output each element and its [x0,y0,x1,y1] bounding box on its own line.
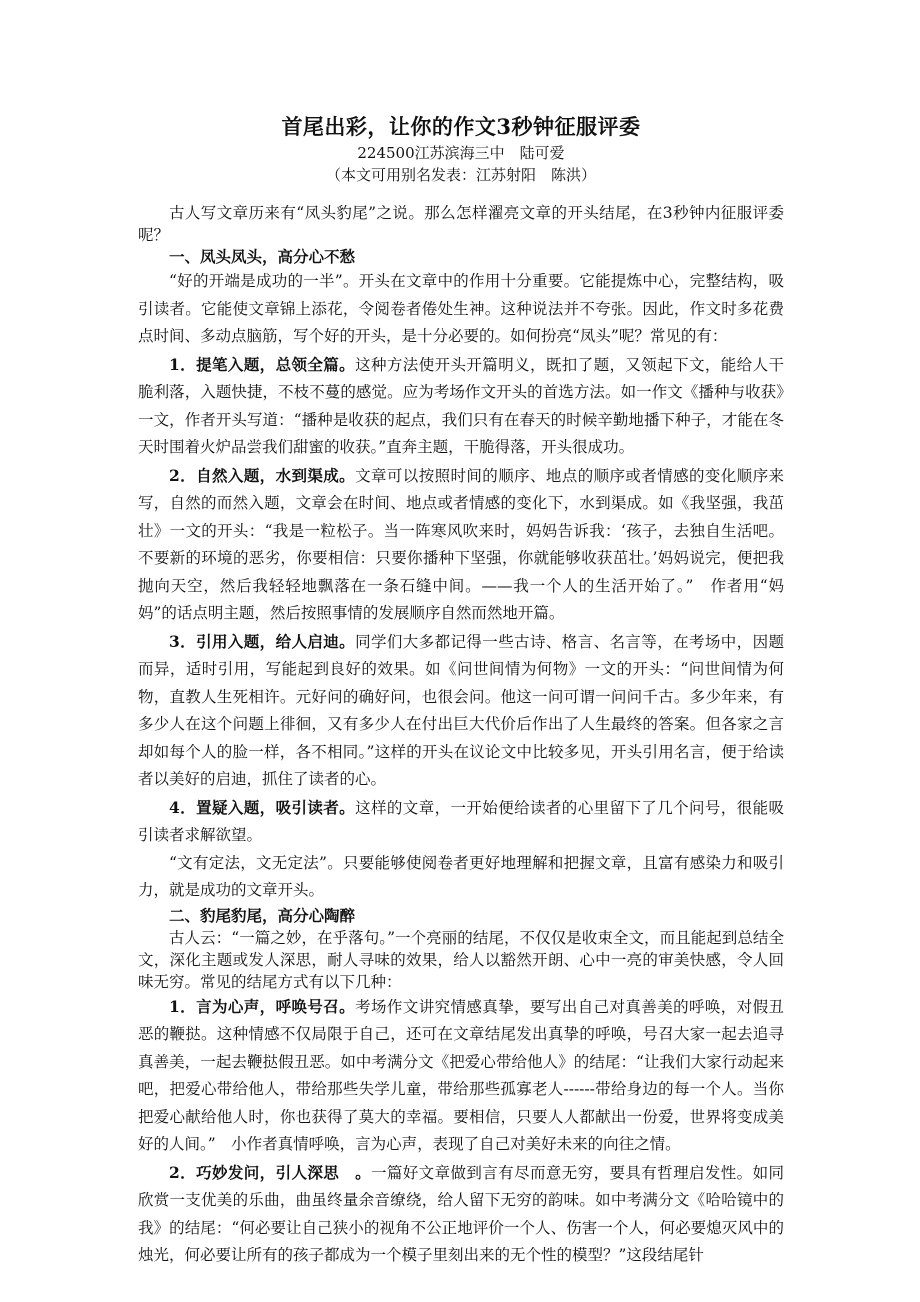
opening-method-1 [138,351,784,462]
method-title: 2．巧妙发问，引人深思 。 [169,1162,371,1182]
opening-method-2 [138,462,784,628]
section-heading-2: 二、豹尾豹尾，高分心陶醉 [169,905,356,925]
section2-paragraph: 古人云：“一篇之妙，在乎落句。”一个亮丽的结尾，不仅仅是收束全文，而且能起到总结全文，深化主题或发人深思，耐人寻味的效果，给人以豁然开朗、心中一亮的审美快感，令人回味无穷。常见的结尾方式有以下几种： [138,928,784,991]
alias-note: （本文可用别名发表：江苏射阳 陈洪） [325,166,596,184]
page-title: 首尾出彩，让你的作文3秒钟征服评委 [281,114,641,139]
method-text: 同学们大多都记得一些古诗、格言、名言等，在考场中，因题而异，适时引用，写能起到良好的效果。如《问世间情为何物》一文的开头：“问世间情为何物，直教人生死相许。元好问的确好问，也很会问。他这一问可谓一问问千古。多少年来，有多少人在这个问题上徘徊，又有多少人在付出巨大代价后作出了人生最终的答案。但各家之言却如每个人的脸一样，各不相同。”这样的开头在议论文中比较多见，开头引用名言，便于给读者以美好的启迪，抓住了读者的心。 [138,632,784,788]
opening-method-3 [138,628,784,794]
section1-paragraph: “好的开端是成功的一半”。开头在文章中的作用十分重要。它能提炼中心，完整结构，吸引读者。它能使文章锦上添花，令阅卷者倦处生神。这种说法并不夸张。因此，作文时多花费点时间、多动点脑筋，写个好的开头，是十分必要的。如何扮亮“凤头”呢？常见的有： [138,272,784,345]
method-text: 文章可以按照时间的顺序、地点的顺序或者情感的变化顺序来写，自然的而然入题，文章会在时间、地点或者情感的变化下，水到渠成。如《我坚强，我茁壮》一文的开头：“我是一粒松子。当一阵寒风吹来时，妈妈告诉我：‘孩子，去独自生活吧。不要新的环境的恶劣，你要相信：只要你播种下坚强，你就能够收获茁壮。’妈妈说完，便把我抛向天空，然后我轻轻地飘落在一条石缝中间。——我一个人的生活开始了。” 作者用“妈妈”的话点明主题，然后按照事情的发展顺序自然而然地开篇。 [138,466,784,622]
method-text: 这种方法使开头开篇明义，既扣了题，又领起下文，能给人干脆利落，入题快捷，不枝不蔓的感觉。应为考场作文开头的首选方法。如一作文《播种与收获》一文，作者开头写道：“播种是收获的起点，我们只有在春天的时候辛勤地播下种子，才能在冬天时围着火炉品尝我们甜蜜的收获。”直奔主题，干脆得落，开头很成功。 [138,355,784,456]
method-text: 考场作文讲究情感真挚，要写出自己对真善美的呼唤，对假丑恶的鞭挞。这种情感不仅局限于自己，还可在文章结尾发出真挚的呼唤，号召大家一起去追寻真善美，一起去鞭挞假丑恶。如中考满分文《把爱心带给他人》的结尾：“让我们大家行动起来吧，把爱心带给他人，带给那些失学儿童，带给那些孤寡老人------带给身边的每一个人。当你把爱心献给他人时，你也获得了莫大的幸福。要相信，只要人人都献出一份爱，世界将变成美好的人间。” 小作者真情呼唤，言为心声，表现了自己对美好未来的向往之情。 [138,997,784,1153]
author-line: 224500江苏滨海三中 陆可爱 [357,144,565,162]
section-heading-1: 一、凤头凤头，高分心不愁 [169,247,356,266]
method-title: 4．置疑入题，吸引读者。 [169,797,356,817]
opening-method-4 [138,794,784,850]
intro-paragraph: 古人写文章历来有“凤头豹尾”之说。那么怎样濯亮文章的开头结尾，在3秒钟内征服评委呢？ [138,204,784,244]
method-title: 2．自然入题，水到渠成。 [169,465,356,485]
section1-closing: “文有定法，文无定法”。只要能够使阅卷者更好地理解和把握文章，且富有感染力和吸引力，就是成功的文章开头。 [138,853,784,899]
method-text: 这样的文章，一开始便给读者的心里留下了几个问号，很能吸引读者求解欲望。 [138,798,784,844]
method-text: 一篇好文章做到言有尽而意无穷，要具有哲理启发性。如同欣赏一支优美的乐曲，曲虽终量余音缭绕，给人留下无穷的韵味。如中考满分文《哈哈镜中的我》的结尾：“何必要让自己狭小的视角不公正地评价一个人、伤害一个人，何必要熄灭风中的烛光，何必要让所有的孩子都成为一个模子里刻出来的无个性的模型？”这段结尾针 [138,1163,784,1264]
method-title: 3．引用入题，给人启迪。 [169,631,356,651]
ending-method-2 [138,1159,784,1270]
method-title: 1．提笔入题，总领全篇。 [169,354,356,374]
ending-method-1 [138,993,784,1159]
method-title: 1．言为心声，呼唤号召。 [169,996,356,1016]
